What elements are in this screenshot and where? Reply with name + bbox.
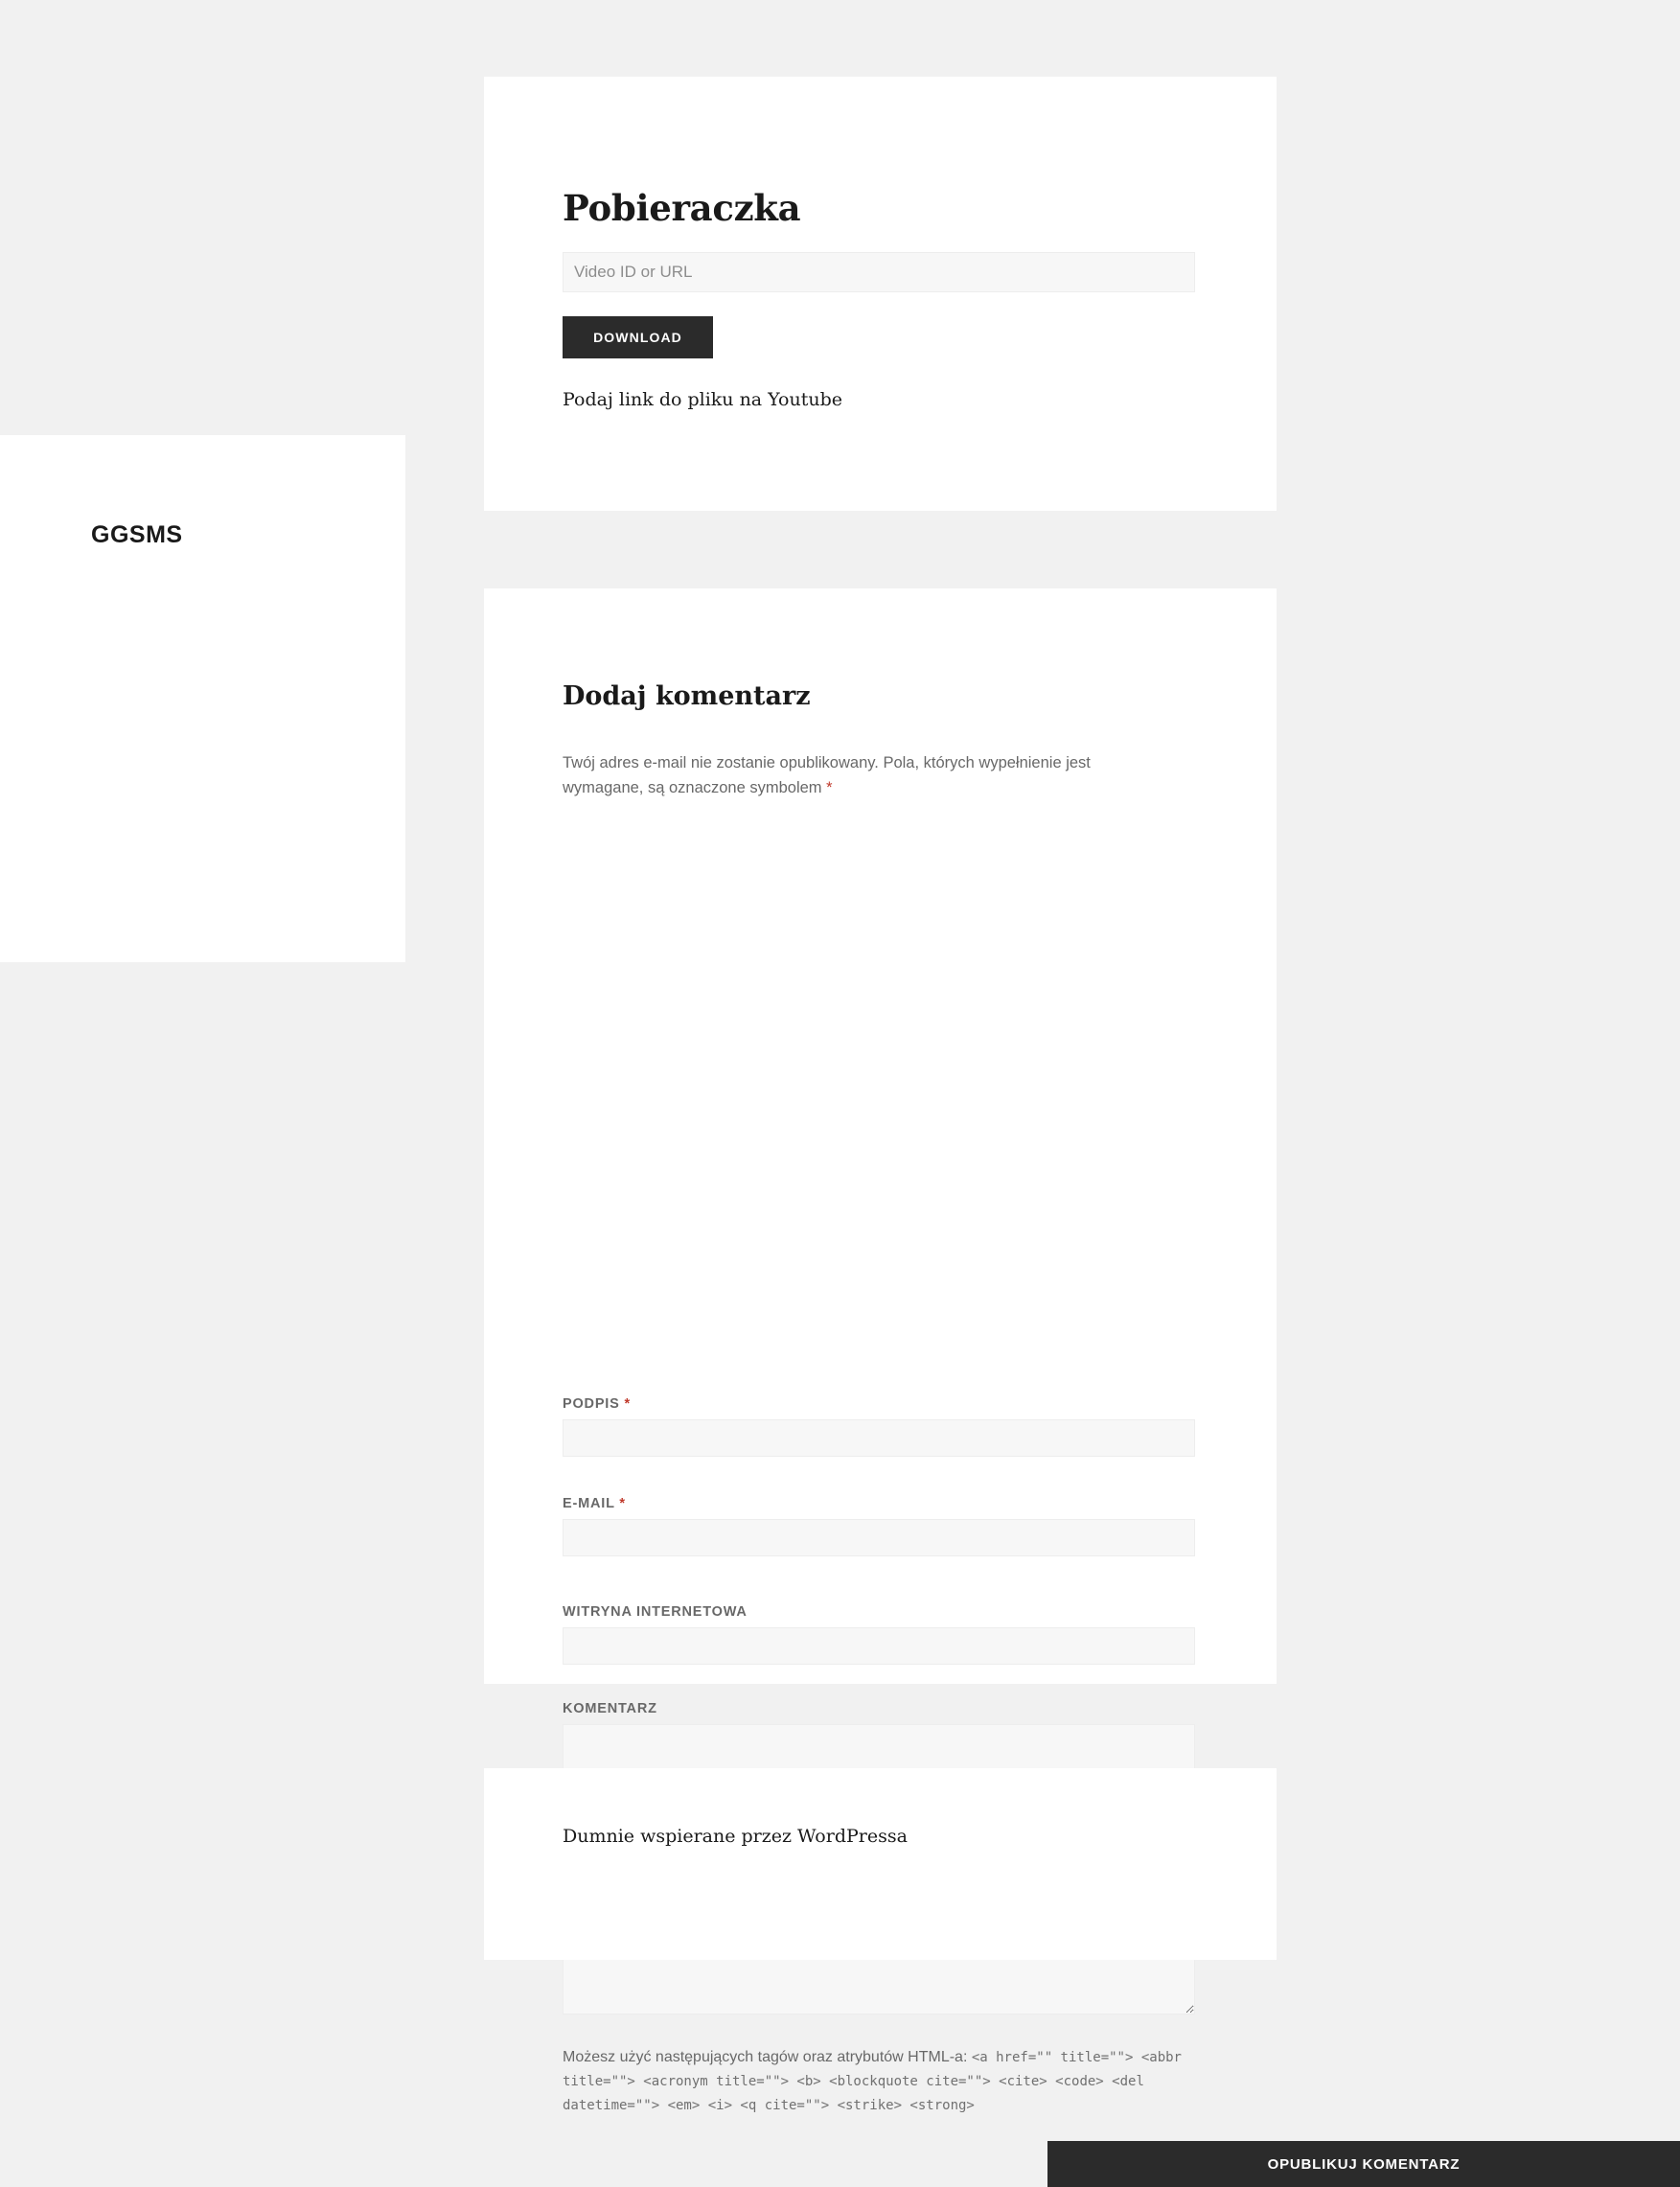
download-button[interactable]: DOWNLOAD xyxy=(563,316,713,358)
required-indicator-name: * xyxy=(624,1396,631,1412)
site-header-sidebar xyxy=(0,435,405,962)
required-indicator: * xyxy=(826,778,833,796)
downloader-card xyxy=(484,77,1277,511)
label-comment: KOMENTARZ xyxy=(563,1701,657,1716)
video-url-input[interactable] xyxy=(563,252,1195,292)
comment-form-notice xyxy=(563,750,1138,801)
footer-credit[interactable]: Dumnie wspierane przez WordPressa xyxy=(563,1826,908,1847)
comment-notice-text: Twój adres e-mail nie zostanie opublikowany. Pola, których wypełnienie jest wymagane, są oznaczone symbolem xyxy=(563,753,1091,796)
download-hint: Podaj link do pliku na Youtube xyxy=(563,389,843,410)
label-email-text: E-MAIL xyxy=(563,1496,615,1511)
label-name xyxy=(563,1396,631,1412)
website-input[interactable] xyxy=(563,1627,1195,1665)
site-footer-card xyxy=(484,1768,1277,1960)
label-name-text: PODPIS xyxy=(563,1396,620,1412)
comment-form-title: Dodaj komentarz xyxy=(563,681,811,712)
required-indicator-email: * xyxy=(619,1496,626,1511)
page-title: Pobieraczka xyxy=(563,186,801,229)
submit-comment-button[interactable]: OPUBLIKUJ KOMENTARZ xyxy=(1047,2141,1680,2187)
allowed-tags-code: <a href="" title=""> <abbr title=""> <acronym title=""> <b> <blockquote cite=""> <cite> <code> <del datetime=""> <em> <i> <q cite=""> <strike> <strong> xyxy=(563,2050,1182,2113)
email-input[interactable] xyxy=(563,1519,1195,1556)
allowed-tags-intro: Możesz użyć następujących tagów oraz atrybutów HTML-a: xyxy=(563,2049,972,2065)
name-input[interactable] xyxy=(563,1419,1195,1457)
site-title[interactable]: GGSMS xyxy=(91,521,183,548)
allowed-html-tags xyxy=(563,2046,1200,2117)
label-email xyxy=(563,1496,626,1511)
label-website: WITRYNA INTERNETOWA xyxy=(563,1604,748,1620)
